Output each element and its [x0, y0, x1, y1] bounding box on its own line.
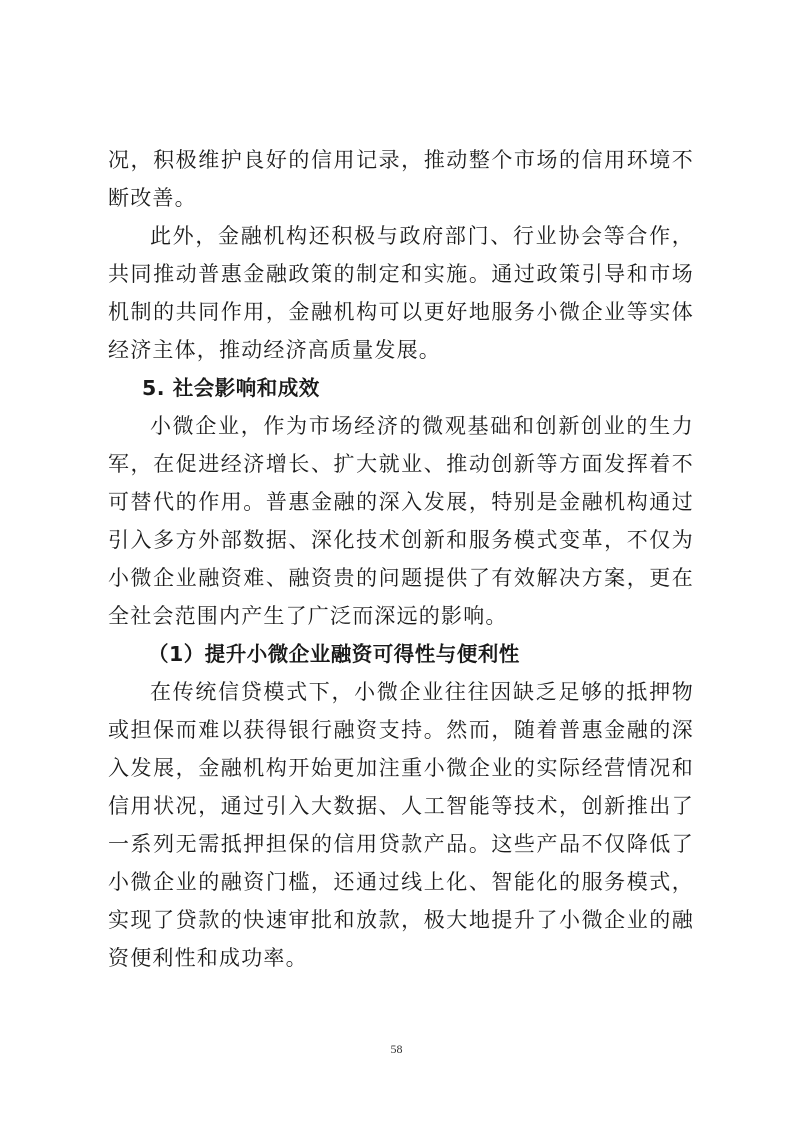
subsection-heading-financing-access: （1）提升小微企业融资可得性与便利性: [148, 642, 520, 666]
section-heading-social-impact: 5. 社会影响和成效: [142, 376, 320, 400]
paragraph-continued: 况，积极维护良好的信用记录，推动整个市场的信用环境不断改善。: [108, 148, 694, 210]
page-number: 58: [390, 1042, 403, 1056]
paragraph-small-business-role: 小微企业，作为市场经济的微观基础和创新创业的生力军，在促进经济增长、扩大就业、推动创新等方面发挥着不可替代的作用。普惠金融的深入发展，特别是金融机构通过引入多方外部数据、深化技术创新和服务模式变革，不仅为小微企业融资难、融资贵的问题提供了有效解决方案，更在全社会范围内产生了广泛而深远的影响。: [108, 414, 694, 628]
page-body: [108, 141, 694, 977]
paragraph-credit-products: 在传统信贷模式下，小微企业往往因缺乏足够的抵押物或担保而难以获得银行融资支持。然而，随着普惠金融的深入发展，金融机构开始更加注重小微企业的实际经营情况和信用状况，通过引入大数据、人工智能等技术，创新推出了一系列无需抵押担保的信用贷款产品。这些产品不仅降低了小微企业的融资门槛，还通过线上化、智能化的服务模式，实现了贷款的快速审批和放款，极大地提升了小微企业的融资便利性和成功率。: [108, 680, 694, 970]
paragraph-cooperation: 此外，金融机构还积极与政府部门、行业协会等合作，共同推动普惠金融政策的制定和实施。通过政策引导和市场机制的共同作用，金融机构可以更好地服务小微企业等实体经济主体，推动经济高质量发展。: [108, 224, 694, 362]
